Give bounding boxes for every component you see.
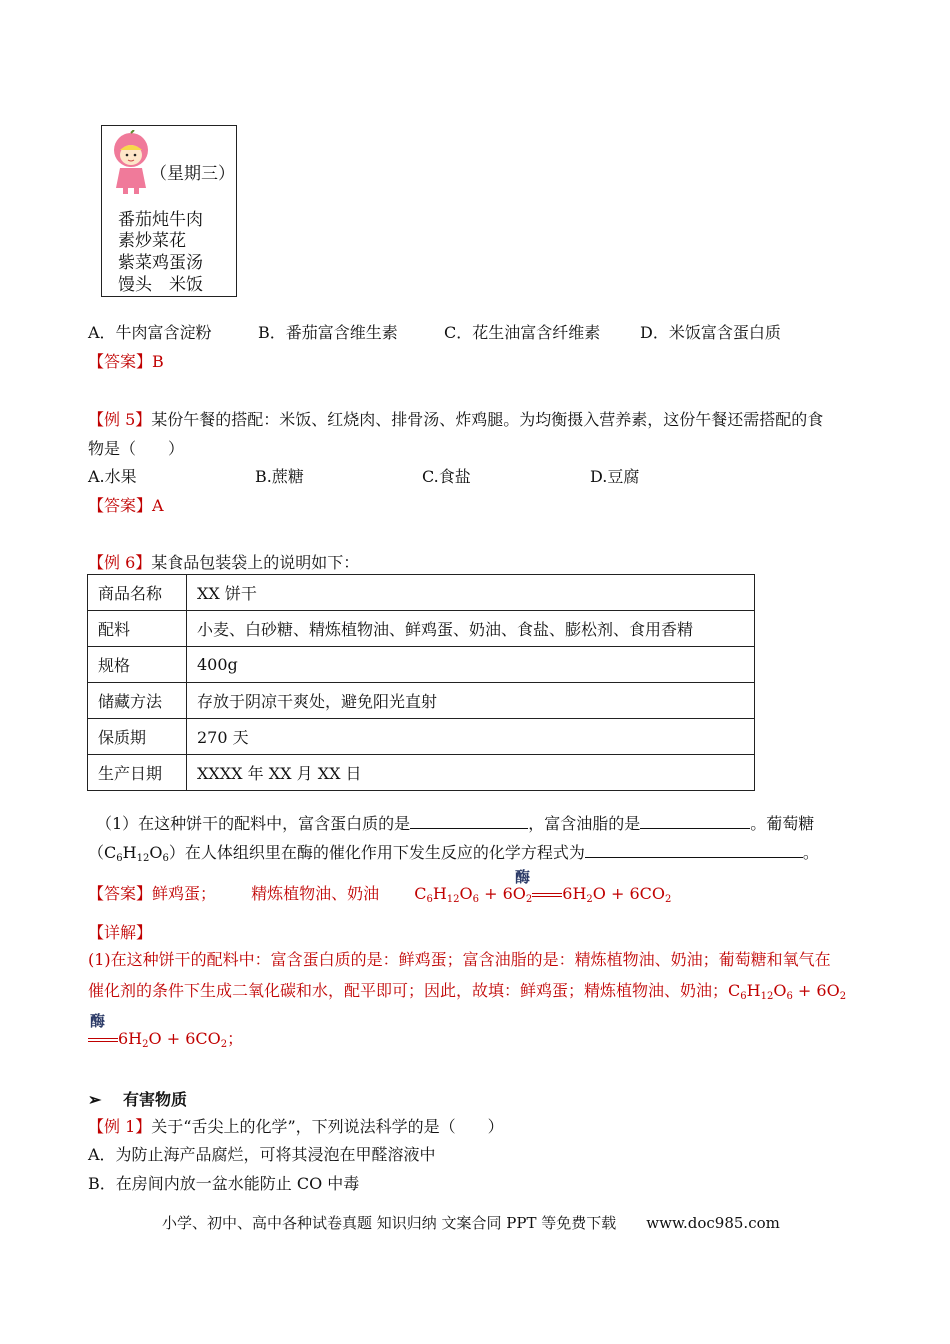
answer-blank	[585, 843, 803, 858]
table-value: 存放于阴凉干爽处，避免阳光直射	[187, 683, 755, 719]
question-text: 某食品包装袋上的说明如下：	[151, 553, 360, 572]
table-value: XXXX 年 XX 月 XX 日	[187, 755, 755, 791]
menu-item: 紫菜鸡蛋汤	[118, 253, 203, 273]
question-text-cont: 物是（ ）	[88, 439, 185, 458]
table-key: 配料	[88, 611, 187, 647]
option-d: D．米饭富含蛋白质	[640, 323, 781, 342]
question-tag: 【例 6】	[88, 553, 152, 572]
answer-blank	[410, 814, 528, 829]
answer-blank	[640, 814, 750, 829]
table-key: 规格	[88, 647, 187, 683]
table-row	[88, 575, 755, 611]
question-text: 某份午餐的搭配：米饭、红烧肉、排骨汤、炸鸡腿。为均衡摄入营养素，这份午餐还需搭配的食	[151, 410, 824, 429]
option-c: C．花生油富含纤维素	[444, 323, 601, 342]
page-footer: 小学、初中、高中各种试卷真题 知识归纳 文案合同 PPT 等免费下载 www.doc985.com	[162, 1214, 780, 1232]
table-value: 小麦、白砂糖、精炼植物油、鲜鸡蛋、奶油、食盐、膨松剂、食用香精	[187, 611, 755, 647]
detail-equation-end: $6H_2O + 6CO_2$；	[88, 1026, 243, 1049]
table-row	[88, 647, 755, 683]
question-tag: 【例 5】	[88, 410, 152, 429]
question-tag: 【例 1】	[88, 1117, 152, 1136]
table-value: 270 天	[187, 719, 755, 755]
table-key: 商品名称	[88, 575, 187, 611]
sub-question-text: 在人体组织里在酶的催化作用下发生反应的化学方程式为	[184, 843, 585, 862]
option-d: D.豆腐	[590, 467, 640, 486]
menu-item: 馒头 米饭	[118, 275, 203, 295]
menu-item: 素炒菜花	[118, 231, 186, 251]
answer: 【答案】A	[88, 496, 164, 515]
equals-arrow-icon	[88, 1035, 118, 1045]
question-1	[88, 1114, 504, 1137]
table-key: 储藏方法	[88, 683, 187, 719]
answer-text: 精炼植物油、奶油	[251, 884, 380, 903]
arrow-bullet-icon: ➢	[88, 1090, 102, 1109]
cartoon-girl-icon	[108, 130, 154, 196]
detail-text: 催化剂的条件下生成二氧化碳和水，配平即可；因此，故填：鲜鸡蛋；精炼植物油、奶油；$C_6H_{12}O_6 + 6O_2$	[88, 981, 847, 1002]
section-title: 有害物质	[122, 1090, 187, 1109]
sub-question-1-cont: $(C_6H_{12}O_6)$在人体组织里在酶的催化作用下发生反应的化学方程式为 。	[88, 843, 819, 864]
section-heading	[88, 1087, 187, 1110]
option-a: A．为防止海产品腐烂，可将其浸泡在甲醛溶液中	[88, 1145, 436, 1164]
menu-day: （星期三）	[150, 164, 235, 184]
table-row	[88, 719, 755, 755]
answer	[88, 881, 671, 904]
question-5	[88, 407, 823, 430]
table-row	[88, 611, 755, 647]
sub-question-text: 。葡萄糖	[750, 814, 815, 833]
equals-arrow-icon	[532, 890, 562, 900]
table-key: 保质期	[88, 719, 187, 755]
sub-question-text: ，富含油脂的是	[528, 814, 641, 833]
question-6	[88, 550, 359, 573]
table-row	[88, 755, 755, 791]
sub-question-text: （1）在这种饼干的配料中，富含蛋白质的是	[96, 814, 411, 833]
table-value: XX 饼干	[187, 575, 755, 611]
option-b: B.蔗糖	[255, 467, 304, 486]
sub-question-1	[96, 811, 814, 834]
option-a: A．牛肉富含淀粉	[88, 323, 212, 342]
catalyst-label: 酶	[515, 868, 531, 886]
menu-item: 番茄炖牛肉	[118, 210, 203, 230]
chemical-equation: $C_6H_{12}O_6 + 6O_2$ $6H_2O + 6CO_2$	[414, 884, 672, 905]
question-text: 关于“舌尖上的化学”，下列说法科学的是（ ）	[151, 1117, 504, 1136]
table-value: 400g	[187, 647, 755, 683]
sub-question-text: 。	[802, 843, 819, 862]
option-c: C.食盐	[422, 467, 471, 486]
answer-label: 【答案】鲜鸡蛋；	[88, 884, 217, 903]
table-row	[88, 683, 755, 719]
option-b: B．番茄富含维生素	[258, 323, 398, 342]
option-b: B．在房间内放一盆水能防止 CO 中毒	[88, 1174, 360, 1193]
answer: 【答案】B	[88, 352, 164, 371]
option-a: A.水果	[88, 467, 137, 486]
table-key: 生产日期	[88, 755, 187, 791]
detail-label: 【详解】	[88, 923, 153, 942]
product-info-table	[87, 574, 755, 791]
detail-text-part: 催化剂的条件下生成二氧化碳和水，配平即可；因此，故填：鲜鸡蛋；精炼植物油、奶油；	[88, 981, 729, 1000]
catalyst-label: 酶	[90, 1012, 106, 1030]
menu-card	[101, 125, 237, 297]
detail-text: (1)在这种饼干的配料中：富含蛋白质的是：鲜鸡蛋；富含油脂的是：精炼植物油、奶油；葡萄糖和氧气在	[88, 950, 831, 969]
